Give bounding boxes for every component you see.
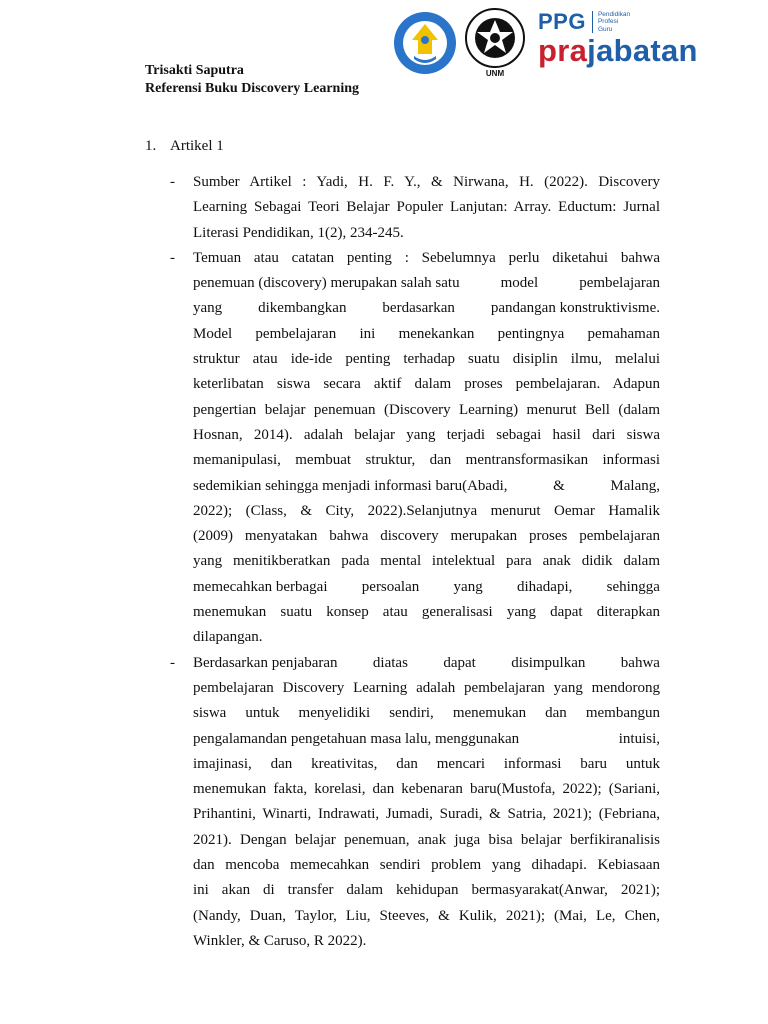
unm-label: UNM [485,69,505,78]
bullet-item [170,170,660,246]
text-line: ini akan di transfer dalam kehidupan bermasyarakat(Anwar, 2021); [193,882,660,899]
text-line: 2022); (Class, & City, 2022).Selanjutnya menurut Oemar Hamalik [193,502,660,519]
bullet-dash: - [170,249,175,266]
document-subtitle: Referensi Buku Discovery Learning [145,81,360,96]
text-line: 2021). Dengan belajar penemuan, anak juga bisa belajar berfikiranalisis [193,831,660,848]
text-line: keterlibatan siswa secara aktif dalam proses pembelajaran. Adapun [193,376,660,393]
text-line: Winkler, & Caruso, R 2022). [193,932,367,949]
ppg-divider [592,11,593,33]
bullet-dash: - [170,174,175,190]
prajabatan-wordmark: prajabatan [538,33,698,68]
text-line: Learning Sebagai Teori Belajar Populer Lanjutan: Array. Eductum: Jurnal [193,199,660,216]
text-line: menemukan suatu konsep atau generalisasi yang dapat diterapkan [193,604,660,621]
text-line: Model pembelajaran ini menekankan pentingnya pemahaman [193,325,660,342]
text-line: Prihantini, Winarti, Indrawati, Jumadi, Suradi, & Satria, 2021); (Febriana, [193,806,660,823]
bullet-dash: - [170,654,175,671]
text-line: struktur atau ide-ide penting terhadap suatu disiplin ilmu, melalui [193,351,660,368]
logo-bar [392,8,698,78]
text-line: menemukan fakta, korelasi, dan kebenaran baru(Mustofa, 2022); (Sariani, [193,781,660,798]
text-line: pengertian belajar penemuan (Discovery Learning) menurut Bell (dalam [193,401,660,418]
text-line: sedemikian sehingga menjadi informasi baru(Abadi, & Malang, [193,477,660,494]
bullet-item [170,651,660,955]
text-line: Berdasarkan penjabaran diatas dapat disimpulkan bahwa [193,654,660,671]
section-heading [145,136,224,156]
text-line: dan mencoba memecahkan sendiri problem yang dihadapi. Kebiasaan [193,857,660,874]
text-line: yang menitikberatkan pada mental intelektual para anak didik dalam [193,553,660,570]
bullet-list [170,170,660,954]
text-line: memecahkan berbagai persoalan yang dihadapi, sehingga [193,578,660,595]
text-line: imajinasi, dan kreativitas, dan mencari informasi baru untuk [193,755,660,772]
text-line: Temuan atau catatan penting : Sebelumnya perlu diketahui bahwa [193,249,660,266]
ppg-word: PPG [538,9,586,34]
section-number: 1. [145,138,157,154]
author-name: Trisakti Saputra [145,63,244,78]
text-line: Sumber Artikel : Yadi, H. F. Y., & Nirwana, H. (2022). Discovery [193,174,660,190]
bullet-item [170,246,660,651]
section-title: Artikel 1 [170,138,224,154]
text-line: Literasi Pendidikan, 1(2), 234-245. [193,224,404,241]
text-line: memanipulasi, membuat struktur, dan mentransformasikan informasi [193,452,660,469]
text-line: pembelajaran Discovery Learning adalah pembelajaran yang mendorong [193,679,660,696]
text-line: dilapangan. [193,629,263,646]
text-line: siswa untuk menyelidiki sendiri, menemukan dan membangun [193,705,660,722]
document-header [145,62,359,98]
text-line: penemuan (discovery) merupakan salah satu model pembelajaran [193,275,660,292]
text-line: (Nandy, Duan, Taylor, Liu, Steeves, & Kulik, 2021); (Mai, Le, Chen, [193,907,660,924]
text-line: pengalamandan pengetahuan masa lalu, menggunakan intuisi, [193,730,660,747]
ppg-subtitle: Pendidikan Profesi Guru [597,10,631,33]
kemdikbud-logo-icon [392,10,458,76]
text-line: Hosnan, 2014). adalah belajar yang terjadi sebagai hasil dari siswa [193,426,660,443]
text-line: (2009) menyatakan bahwa discovery merupakan proses pembelajaran [193,528,660,545]
text-line: yang dikembangkan berdasarkan pandangan konstruktivisme. [193,300,660,317]
unm-logo-icon [462,8,528,78]
ppg-prajabatan-logo [538,9,698,70]
